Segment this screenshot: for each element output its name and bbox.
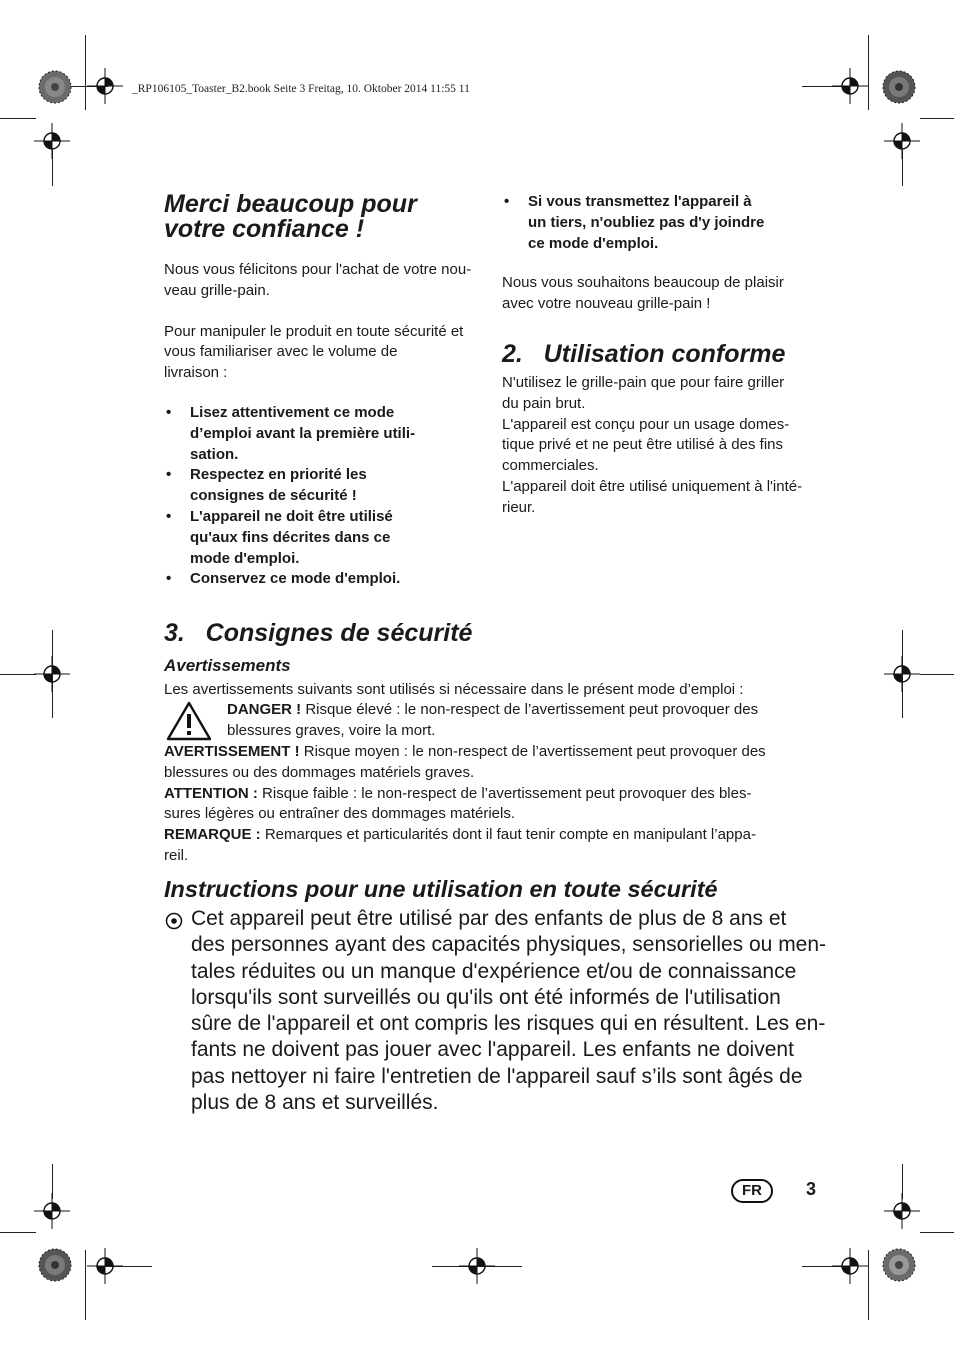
right-column xyxy=(502,192,827,519)
text-line: commerciales. xyxy=(502,457,599,475)
registration-mark-icon xyxy=(34,656,70,692)
text-line: consignes de sécurité ! xyxy=(190,487,357,505)
handover-bullet-list xyxy=(502,192,827,254)
trim-line xyxy=(0,674,36,675)
file-info: _RP106105_Toaster_B2.book Seite 3 Freitag, 10. Oktober 2014 11:55 11 xyxy=(132,83,470,95)
warning-triangle-icon xyxy=(166,701,212,741)
registration-mark-icon xyxy=(884,123,920,159)
attention-label: ATTENTION : xyxy=(164,784,258,802)
handling-paragraph xyxy=(164,322,484,384)
trim-line xyxy=(85,1250,86,1320)
instructions-body xyxy=(191,906,826,1116)
text-line: L'appareil est conçu pour un usage domes- xyxy=(502,415,790,433)
trim-line xyxy=(920,674,954,675)
text-line: Pour manipuler le produit en toute sécurité et xyxy=(164,322,464,340)
trim-line xyxy=(868,35,869,110)
section-3-title: 3. Consignes de sécurité xyxy=(164,619,473,647)
text-line: N'utilisez le grille-pain que pour faire griller xyxy=(502,373,785,391)
registration-mark-icon xyxy=(459,1248,495,1284)
warning-text: blessures ou des dommages matériels graves. xyxy=(164,763,475,781)
color-wheel-mark-icon xyxy=(882,1248,916,1282)
danger-text: blessures graves, voire la mort. xyxy=(227,721,436,739)
warnings-subtitle: Avertissements xyxy=(164,656,291,675)
intro-paragraph xyxy=(164,260,484,302)
text-line: qu'aux fins décrites dans ce xyxy=(190,528,391,546)
page-number: 3 xyxy=(806,1179,817,1199)
note-text: Remarques et particularités dont il faut tenir compte en manipulant l’appa- xyxy=(260,826,756,844)
text-line: des personnes ayant des capacités physiques, sensorielles ou men- xyxy=(191,933,827,957)
registration-mark-icon xyxy=(832,1248,868,1284)
warning-text: Risque moyen : le non-respect de l’avertissement peut provoquer des xyxy=(299,743,766,760)
note-text: reil. xyxy=(164,846,189,864)
text-line: Respectez en priorité les xyxy=(190,466,367,484)
text-line: mode d'emploi. xyxy=(190,549,300,567)
text-line: un tiers, n'oubliez pas d'y joindre xyxy=(528,213,765,231)
list-item xyxy=(164,465,484,507)
thanks-title-line2: votre confiance ! xyxy=(164,215,365,243)
registration-mark-icon xyxy=(884,1193,920,1229)
warning-block xyxy=(164,742,766,867)
text-line: avec votre nouveau grille-pain ! xyxy=(502,295,711,313)
text-line: vous familiariser avec le volume de xyxy=(164,343,398,361)
text-line: lorsqu'ils sont surveillés ou qu'ils ont été informés de l'utilisation xyxy=(191,985,781,1009)
text-line: Cet appareil peut être utilisé par des enfants de plus de 8 ans et xyxy=(191,907,787,930)
text-line: tales réduites ou un manque d'expérience et/ou de connaissance xyxy=(191,959,797,983)
list-item xyxy=(164,507,484,569)
color-wheel-mark-icon xyxy=(882,70,916,104)
text-line: livraison : xyxy=(164,364,228,382)
text-line: Conservez ce mode d'emploi. xyxy=(190,570,401,588)
text-line: d’emploi avant la première utili- xyxy=(190,424,416,442)
section-2-body xyxy=(502,373,827,519)
trim-line xyxy=(0,118,36,119)
trim-line xyxy=(0,1232,36,1233)
text-line: sûre de l'appareil et ont compris les risques qui en résultent. Les en- xyxy=(191,1012,826,1036)
text-line: du pain brut. xyxy=(502,394,586,412)
thanks-title-line1: Merci beaucoup pour xyxy=(164,190,417,218)
bullet-target-icon xyxy=(165,912,183,930)
registration-mark-icon xyxy=(884,656,920,692)
danger-block xyxy=(227,700,758,742)
warnings-intro: Les avertissements suivants sont utilisés si nécessaire dans le présent mode d’emploi : xyxy=(164,681,744,698)
color-wheel-mark-icon xyxy=(38,1248,72,1282)
section-2-title: 2. Utilisation conforme xyxy=(502,339,786,368)
list-item xyxy=(164,569,484,590)
color-wheel-mark-icon xyxy=(38,70,72,104)
trim-line xyxy=(868,1250,869,1320)
text-line: Nous vous souhaitons beaucoup de plaisir xyxy=(502,274,784,292)
text-line: veau grille-pain. xyxy=(164,281,270,299)
text-line: Lisez attentivement ce mode xyxy=(190,403,395,421)
wishes-paragraph xyxy=(502,273,827,315)
text-line: L'appareil ne doit être utilisé xyxy=(190,507,393,525)
text-line: pas nettoyer ni faire l'entretien de l'appareil sauf s’ils sont âgés de xyxy=(191,1064,803,1088)
text-line: Nous vous félicitons pour l'achat de votre nou- xyxy=(164,261,472,278)
instructions-title: Instructions pour une utilisation en toute sécurité xyxy=(164,876,718,902)
danger-text: Risque élevé : le non-respect de l’avertissement peut provoquer des xyxy=(301,701,759,718)
trim-line xyxy=(920,118,954,119)
text-line: fants ne doivent pas jouer avec l'appareil. Les enfants ne doivent xyxy=(191,1038,794,1062)
left-column xyxy=(164,192,484,590)
list-item xyxy=(164,403,484,465)
registration-mark-icon xyxy=(87,68,123,104)
attention-text: Risque faible : le non-respect de l’avertissement peut provoquer des bles- xyxy=(257,784,752,802)
note-label: REMARQUE : xyxy=(164,826,261,844)
trim-line xyxy=(85,35,86,110)
registration-mark-icon xyxy=(34,123,70,159)
intro-bullet-list xyxy=(164,403,484,590)
text-line: sation. xyxy=(190,445,239,463)
text-line: rieur. xyxy=(502,498,536,516)
attention-text: sures légères ou entraîner des dommages matériels. xyxy=(164,805,516,823)
text-line: tique privé et ne peut être utilisé à des fins xyxy=(502,436,784,454)
registration-mark-icon xyxy=(832,68,868,104)
registration-mark-icon xyxy=(34,1193,70,1229)
danger-label: DANGER ! xyxy=(227,701,302,718)
thanks-title xyxy=(164,192,484,242)
text-line: ce mode d'emploi. xyxy=(528,234,659,252)
warning-label: AVERTISSEMENT ! xyxy=(164,743,300,760)
text-line: Si vous transmettez l'appareil à xyxy=(528,193,752,210)
text-line: L'appareil doit être utilisé uniquement à l'inté- xyxy=(502,477,803,495)
trim-line xyxy=(920,1232,954,1233)
text-line: plus de 8 ans et surveillés. xyxy=(191,1091,439,1115)
list-item xyxy=(502,192,827,254)
language-badge: FR xyxy=(731,1179,773,1203)
registration-mark-icon xyxy=(87,1248,123,1284)
